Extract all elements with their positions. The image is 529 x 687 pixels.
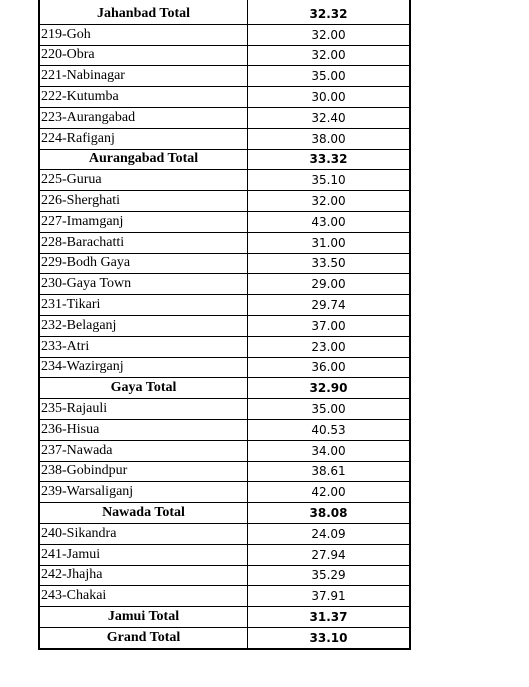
value-cell: 29.74 <box>248 295 411 316</box>
table-row <box>39 482 410 503</box>
total-row <box>39 503 410 524</box>
table-row <box>39 336 410 357</box>
value-cell: 32.32 <box>248 4 411 24</box>
constituency-name-cell: Jahanbad Total <box>39 4 248 24</box>
constituency-name-cell: 219-Goh <box>39 24 248 45</box>
table-row <box>39 253 410 274</box>
value-cell: 33.10 <box>248 627 411 648</box>
constituency-name-cell: 242-Jhajha <box>39 565 248 586</box>
value-cell: 32.40 <box>248 107 411 128</box>
constituency-name-cell: 234-Wazirganj <box>39 357 248 378</box>
table-row <box>39 315 410 336</box>
value-cell: 27.94 <box>248 544 411 565</box>
constituency-name-cell: 222-Kutumba <box>39 87 248 108</box>
total-row <box>39 149 410 170</box>
constituency-name-cell: 225-Gurua <box>39 170 248 191</box>
constituency-name-cell: 240-Sikandra <box>39 523 248 544</box>
value-cell: 37.91 <box>248 586 411 607</box>
constituency-name-cell: 228-Barachatti <box>39 232 248 253</box>
value-cell: 32.00 <box>248 24 411 45</box>
value-cell: 32.00 <box>248 191 411 212</box>
constituency-name-cell: 241-Jamui <box>39 544 248 565</box>
table-row <box>39 357 410 378</box>
constituency-name-cell: 224-Rafiganj <box>39 128 248 149</box>
total-row <box>39 627 410 648</box>
value-cell: 33.32 <box>248 149 411 170</box>
value-cell: 34.00 <box>248 440 411 461</box>
value-cell: 33.50 <box>248 253 411 274</box>
constituency-name-cell: 239-Warsaliganj <box>39 482 248 503</box>
value-cell: 32.00 <box>248 45 411 66</box>
table-row <box>39 461 410 482</box>
value-cell: 38.00 <box>248 128 411 149</box>
constituency-name-cell: 236-Hisua <box>39 419 248 440</box>
table-row <box>39 295 410 316</box>
table-row <box>39 523 410 544</box>
results-table <box>38 4 411 650</box>
value-cell: 24.09 <box>248 523 411 544</box>
table-row <box>39 274 410 295</box>
value-cell: 23.00 <box>248 336 411 357</box>
table-row <box>39 87 410 108</box>
table-row <box>39 191 410 212</box>
table-row <box>39 45 410 66</box>
constituency-name-cell: 221-Nabinagar <box>39 66 248 87</box>
constituency-name-cell: 232-Belaganj <box>39 315 248 336</box>
table-row <box>39 232 410 253</box>
value-cell: 42.00 <box>248 482 411 503</box>
constituency-name-cell: 233-Atri <box>39 336 248 357</box>
table-row <box>39 211 410 232</box>
value-cell: 40.53 <box>248 419 411 440</box>
value-cell: 35.10 <box>248 170 411 191</box>
constituency-name-cell: Aurangabad Total <box>39 149 248 170</box>
value-cell: 37.00 <box>248 315 411 336</box>
value-cell: 35.00 <box>248 66 411 87</box>
results-table-body <box>39 4 410 649</box>
table-row <box>39 544 410 565</box>
value-cell: 38.08 <box>248 503 411 524</box>
constituency-name-cell: 230-Gaya Town <box>39 274 248 295</box>
total-row <box>39 4 410 24</box>
table-row <box>39 170 410 191</box>
constituency-name-cell: 231-Tikari <box>39 295 248 316</box>
constituency-name-cell: 235-Rajauli <box>39 399 248 420</box>
table-row <box>39 128 410 149</box>
table-row <box>39 440 410 461</box>
constituency-name-cell: 237-Nawada <box>39 440 248 461</box>
value-cell: 29.00 <box>248 274 411 295</box>
constituency-name-cell: 223-Aurangabad <box>39 107 248 128</box>
table-row <box>39 565 410 586</box>
value-cell: 32.90 <box>248 378 411 399</box>
results-table-container <box>38 0 411 650</box>
value-cell: 31.37 <box>248 607 411 628</box>
total-row <box>39 378 410 399</box>
constituency-name-cell: Jamui Total <box>39 607 248 628</box>
constituency-name-cell: 238-Gobindpur <box>39 461 248 482</box>
constituency-name-cell: 229-Bodh Gaya <box>39 253 248 274</box>
constituency-name-cell: Nawada Total <box>39 503 248 524</box>
constituency-name-cell: Grand Total <box>39 627 248 648</box>
total-row <box>39 607 410 628</box>
constituency-name-cell: 243-Chakai <box>39 586 248 607</box>
table-top-edge <box>38 0 411 4</box>
table-row <box>39 399 410 420</box>
constituency-name-cell: 226-Sherghati <box>39 191 248 212</box>
value-cell: 43.00 <box>248 211 411 232</box>
constituency-name-cell: 227-Imamganj <box>39 211 248 232</box>
value-cell: 31.00 <box>248 232 411 253</box>
value-cell: 36.00 <box>248 357 411 378</box>
table-row <box>39 107 410 128</box>
constituency-name-cell: 220-Obra <box>39 45 248 66</box>
constituency-name-cell: Gaya Total <box>39 378 248 399</box>
value-cell: 35.29 <box>248 565 411 586</box>
value-cell: 30.00 <box>248 87 411 108</box>
value-cell: 38.61 <box>248 461 411 482</box>
table-row <box>39 419 410 440</box>
value-cell: 35.00 <box>248 399 411 420</box>
table-row <box>39 24 410 45</box>
table-row <box>39 66 410 87</box>
table-row <box>39 586 410 607</box>
